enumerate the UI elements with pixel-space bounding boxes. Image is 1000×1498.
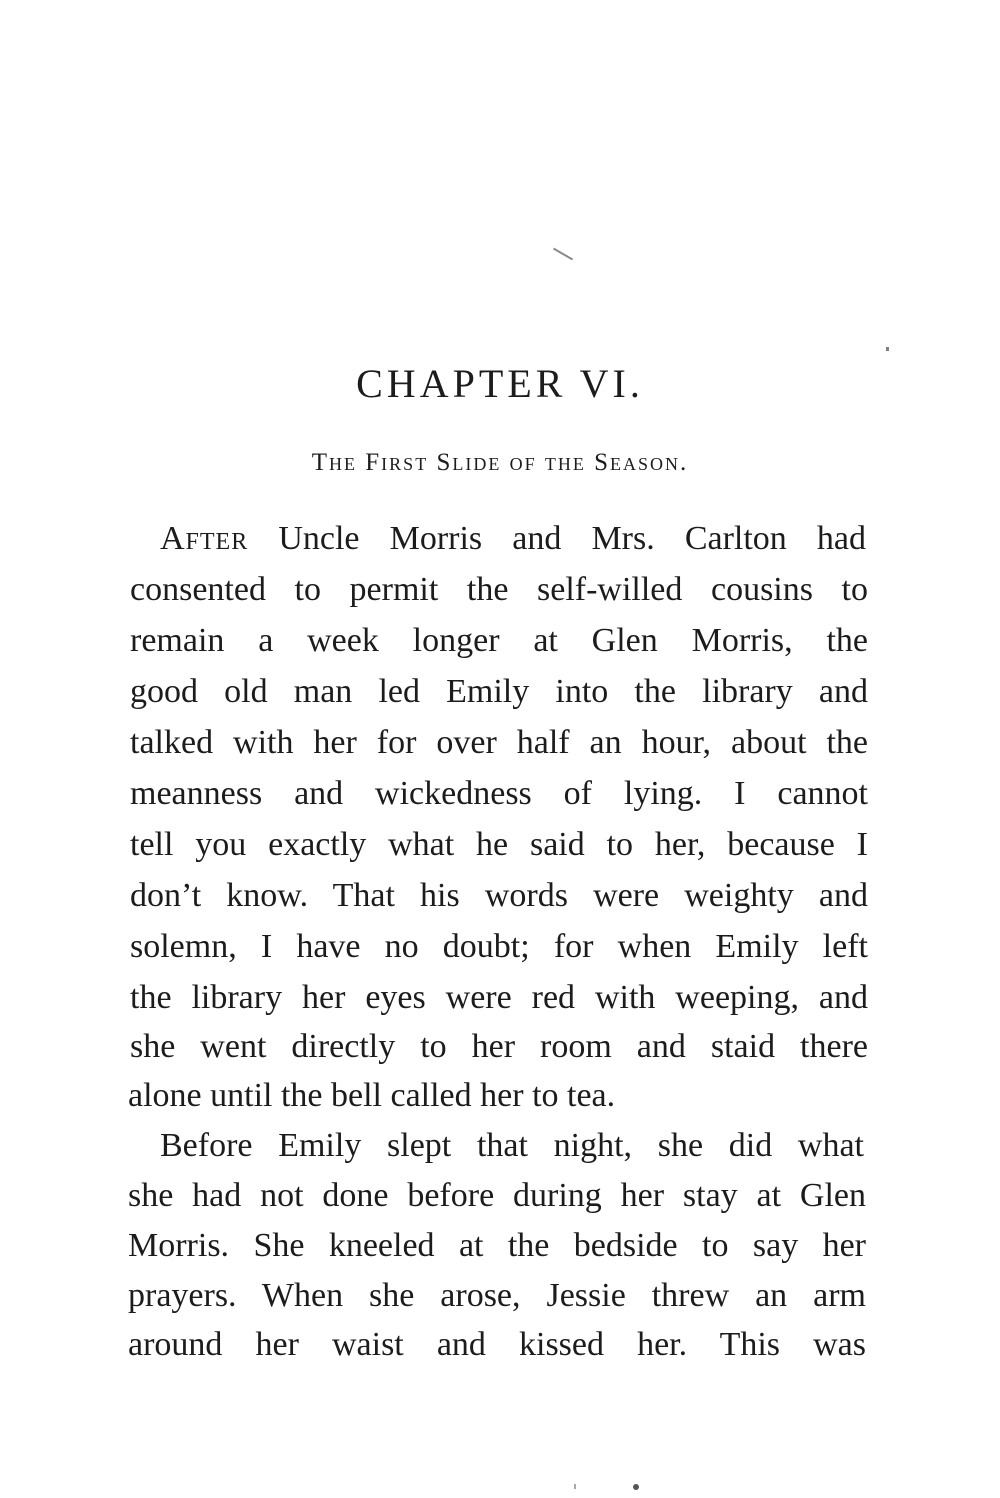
ink-speck [886, 347, 889, 351]
chapter-title: CHAPTER VI. [356, 361, 644, 406]
text-line: Morris. She kneeled at the bedside to say her [128, 1227, 866, 1264]
ink-speck [633, 1484, 639, 1490]
text-line: alone until the bell called her to tea. [128, 1077, 616, 1114]
text-line: solemn, I have no doubt; for when Emily left [130, 928, 868, 965]
text-line: tell you exactly what he said to her, because I [130, 826, 868, 863]
text-line: remain a week longer at Glen Morris, the [130, 622, 868, 659]
text-line: Before Emily slept that night, she did what [160, 1127, 864, 1164]
text-line: don’t know. That his words were weighty and [130, 877, 868, 914]
first-word-small-caps: After [160, 520, 249, 557]
ink-speck [574, 1484, 576, 1489]
line-text: Uncle Morris and Mrs. Carlton had [248, 520, 866, 557]
text-line: consented to permit the self-willed cousins to [130, 571, 868, 608]
text-line: she had not done before during her stay at Glen [128, 1177, 866, 1214]
ink-speck [553, 248, 573, 261]
text-line: talked with her for over half an hour, about the [130, 724, 868, 761]
text-line: she went directly to her room and staid there [130, 1028, 868, 1065]
chapter-subtitle: The First Slide of the Season. [311, 449, 689, 476]
text-line: good old man led Emily into the library and [130, 673, 868, 710]
text-line: meanness and wickedness of lying. I cannot [130, 775, 868, 812]
text-line [160, 513, 866, 565]
text-line: the library her eyes were red with weeping, and [130, 979, 868, 1016]
text-line: around her waist and kissed her. This was [128, 1326, 866, 1363]
text-line: prayers. When she arose, Jessie threw an arm [128, 1277, 866, 1314]
